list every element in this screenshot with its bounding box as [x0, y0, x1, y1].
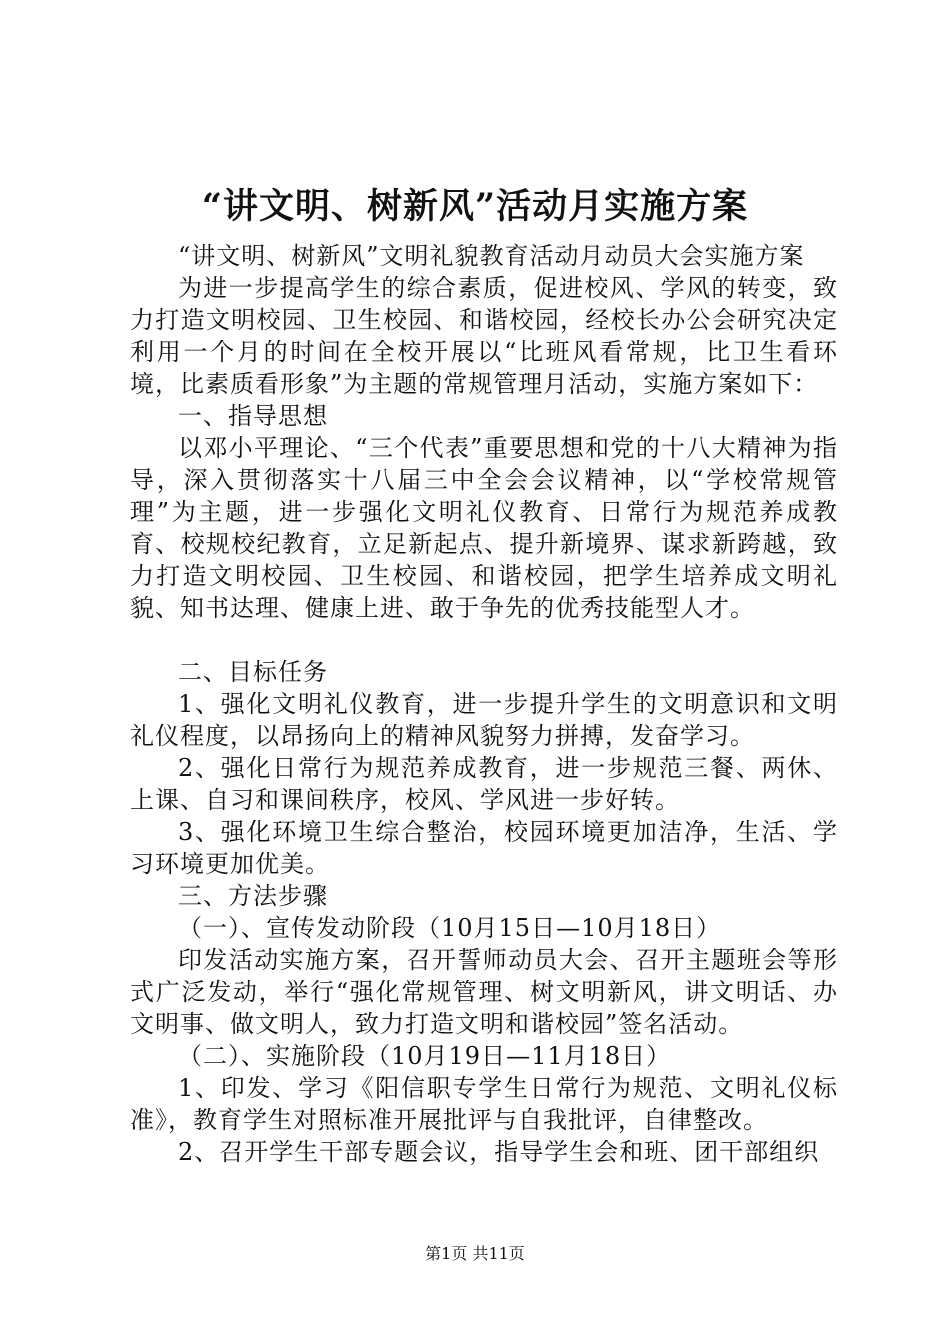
- paragraph-stage-2-item-2: 2、召开学生干部专题会议，指导学生会和班、团干部组织: [178, 1138, 820, 1166]
- paragraph-stage-2-item-1: 1、印发、学习《阳信职专学生日常行为规范、文明礼仪标准》，教育学生对照标准开展批评与自我批评，自律整改。: [130, 1074, 838, 1134]
- section-heading-1: 一、指导思想: [178, 402, 328, 430]
- subheading-stage-1: （一）、宣传发动阶段（10月15日—10月18日）: [178, 914, 722, 942]
- section-heading-3: 三、方法步骤: [178, 882, 328, 910]
- paragraph-guiding-ideology: 以邓小平理论、“三个代表”重要思想和党的十八大精神为指导，深入贯彻落实十八届三中全会会议精神，以“学校常规管理”为主题，进一步强化文明礼仪教育、日常行为规范养成教育、校规校纪教育，立足新起点、提升新境界、谋求新跨越，致力打造文明校园、卫生校园、和谐校园，把学生培养成文明礼貌、知书达理、健康上进、敢于争先的优秀技能型人才。: [130, 434, 838, 622]
- document-body: [130, 240, 838, 1168]
- paragraph-goal-1: 1、强化文明礼仪教育，进一步提升学生的文明意识和文明礼仪程度，以昂扬向上的精神风貌努力拼搏，发奋学习。: [130, 690, 838, 750]
- paragraph-goal-2: 2、强化日常行为规范养成教育，进一步规范三餐、两休、上课、自习和课间秩序，校风、学风进一步好转。: [130, 754, 838, 814]
- paragraph-stage-1: 印发活动实施方案，召开誓师动员大会、召开主题班会等形式广泛发动，举行“强化常规管理、树文明新风，讲文明话、办文明事、做文明人，致力打造文明和谐校园”签名活动。: [130, 946, 838, 1038]
- blank-line: [130, 624, 838, 656]
- subheading-stage-2: （二）、实施阶段（10月19日—11月18日）: [178, 1042, 672, 1070]
- paragraph-goal-3: 3、强化环境卫生综合整治，校园环境更加洁净，生活、学习环境更加优美。: [130, 818, 838, 878]
- page-number: 第1页 共11页: [425, 1244, 525, 1263]
- document-title: “讲文明、树新风”活动月实施方案: [201, 186, 749, 227]
- paragraph-intro: 为进一步提高学生的综合素质，促进校风、学风的转变，致力打造文明校园、卫生校园、和谐校园，经校长办公会研究决定利用一个月的时间在全校开展以“比班风看常规，比卫生看环境，比素质看形象”为主题的常规管理月活动，实施方案如下：: [130, 274, 838, 398]
- section-heading-2: 二、目标任务: [178, 658, 328, 686]
- paragraph-subtitle: “讲文明、树新风”文明礼貌教育活动月动员大会实施方案: [178, 242, 805, 270]
